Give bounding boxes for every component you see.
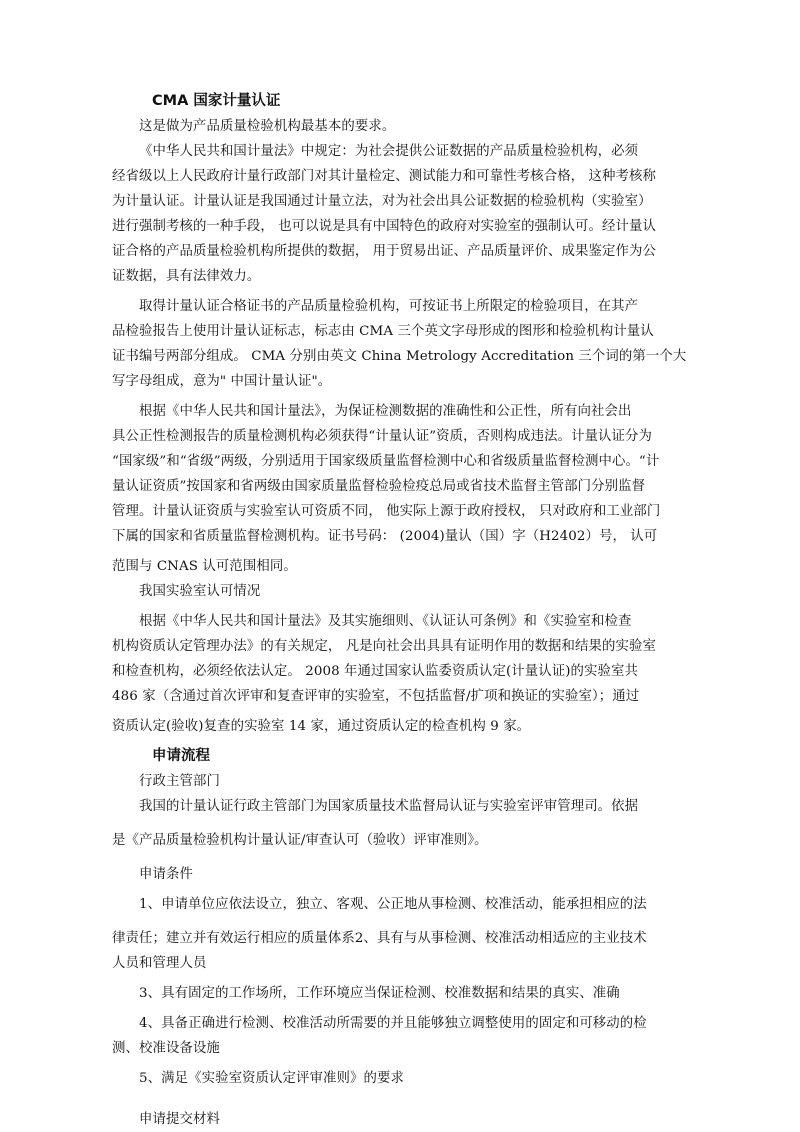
paragraph-line: 和检查机构，必须经依法认定。 2008 年通过国家认监委资质认定(计量认证)的实验室共 bbox=[112, 664, 639, 679]
paragraph-line: 这是做为产品质量检验机构最基本的要求。 bbox=[139, 119, 396, 134]
paragraph-line: 证数据，具有法律效力。 bbox=[112, 269, 261, 284]
paragraph-line: 进行强制考核的一种手段， 也可以说是具有中国特色的政府对实验室的强制认可。经计量认 bbox=[112, 219, 656, 234]
paragraph-line: 证合格的产品质量检验机构所提供的数据， 用于贸易出证、产品质量评价、成果鉴定作为公 bbox=[112, 244, 656, 259]
paragraph-line: 经省级以上人民政府计量行政部门对其计量检定、测试能力和可靠性考核合格， 这种考核称 bbox=[112, 169, 656, 184]
paragraph-line: 为计量认证。计量认证是我国通过计量立法，对为社会出具公证数据的检验机构（实验室） bbox=[112, 194, 652, 209]
paragraph-line: 是《产品质量检验机构计量认证/审查认可（验收）评审准则》。 bbox=[112, 833, 488, 848]
paragraph-line: 范围与 CNAS 认可范围相同。 bbox=[112, 559, 297, 574]
paragraph-line: 5、满足《实验室资质认定评审准则》的要求 bbox=[139, 1071, 404, 1086]
paragraph-line: 管理。计量认证资质与实验室认可资质不同， 他实际上源于政府授权， 只对政府和工业部门 bbox=[112, 504, 661, 519]
paragraph-line: 取得计量认证合格证书的产品质量检验机构，可按证书上所限定的检验项目，在其产 bbox=[139, 299, 639, 314]
paragraph-line: 证书编号两部分组成。 CMA 分别由英文 China Metrology Accreditation 三个词的第一个大 bbox=[112, 349, 687, 364]
paragraph-line: 申请提交材料 bbox=[139, 1112, 220, 1127]
section-heading: CMA 国家计量认证 bbox=[152, 93, 281, 109]
paragraph-line: 律责任；建立并有效运行相应的质量体系2、具有与从事检测、校准活动相适应的主业技术 bbox=[112, 931, 647, 946]
paragraph-line: 行政主管部门 bbox=[139, 774, 220, 789]
paragraph-line: 品检验报告上使用计量认证标志，标志由 CMA 三个英文字母形成的图形和检验机构计量认 bbox=[112, 324, 654, 339]
paragraph-line: 资质认定(验收)复查的实验室 14 家，通过资质认定的检查机构 9 家。 bbox=[112, 719, 531, 734]
paragraph-line: 申请条件 bbox=[139, 867, 193, 882]
paragraph-line: 4、具备正确进行检测、校准活动所需要的并且能够独立调整使用的固定和可移动的检 bbox=[139, 1016, 647, 1031]
paragraph-line: 测、校准设备设施 bbox=[112, 1041, 220, 1056]
paragraph-line: 写字母组成，意为" 中国计量认证"。 bbox=[112, 374, 332, 389]
paragraph-line: 根据《中华人民共和国计量法》及其实施细则、《认证认可条例》和《实验室和检查 bbox=[139, 614, 632, 629]
paragraph-line: 机构资质认定管理办法》的有关规定， 凡是向社会出具具有证明作用的数据和结果的实验室 bbox=[112, 639, 656, 654]
paragraph-line: 根据《中华人民共和国计量法》，为保证检测数据的准确性和公正性，所有向社会出 bbox=[139, 404, 632, 419]
document-body bbox=[112, 88, 692, 1132]
paragraph-line: 我国的计量认证行政主管部门为国家质量技术监督局认证与实验室评审管理司。依据 bbox=[139, 799, 639, 814]
paragraph-line: 1、申请单位应依法设立，独立、客观、公正地从事检测、校准活动，能承担相应的法 bbox=[139, 897, 647, 912]
paragraph-line: 量认证资质”按国家和省两级由国家质量监督检验检疫总局或省技术监督主管部门分别监督 bbox=[112, 479, 646, 494]
paragraph-line: 具公正性检测报告的质量检测机构必须获得“计量认证”资质，否则构成违法。计量认证分为 bbox=[112, 429, 653, 444]
paragraph-line: 3、具有固定的工作场所，工作环境应当保证检测、校准数据和结果的真实、准确 bbox=[139, 986, 620, 1001]
paragraph-line: “国家级”和“省级”两级，分别适用于国家级质量监督检测中心和省级质量监督检测中心。“计 bbox=[112, 454, 660, 469]
paragraph-line: 下属的国家和省质量监督检测机构。证书号码： (2004)量认（国）字（H2402）号， 认可 bbox=[112, 529, 658, 544]
paragraph-line: 人员和管理人员 bbox=[112, 956, 207, 971]
paragraph-line: 《中华人民共和国计量法》中规定：为社会提供公证数据的产品质量检验机构，必须 bbox=[139, 144, 639, 159]
section-heading: 申请流程 bbox=[152, 748, 210, 764]
paragraph-line: 我国实验室认可情况 bbox=[139, 584, 261, 599]
paragraph-line: 486 家（含通过首次评审和复查评审的实验室，不包括监督/扩项和换证的实验室）；通过 bbox=[112, 689, 640, 704]
